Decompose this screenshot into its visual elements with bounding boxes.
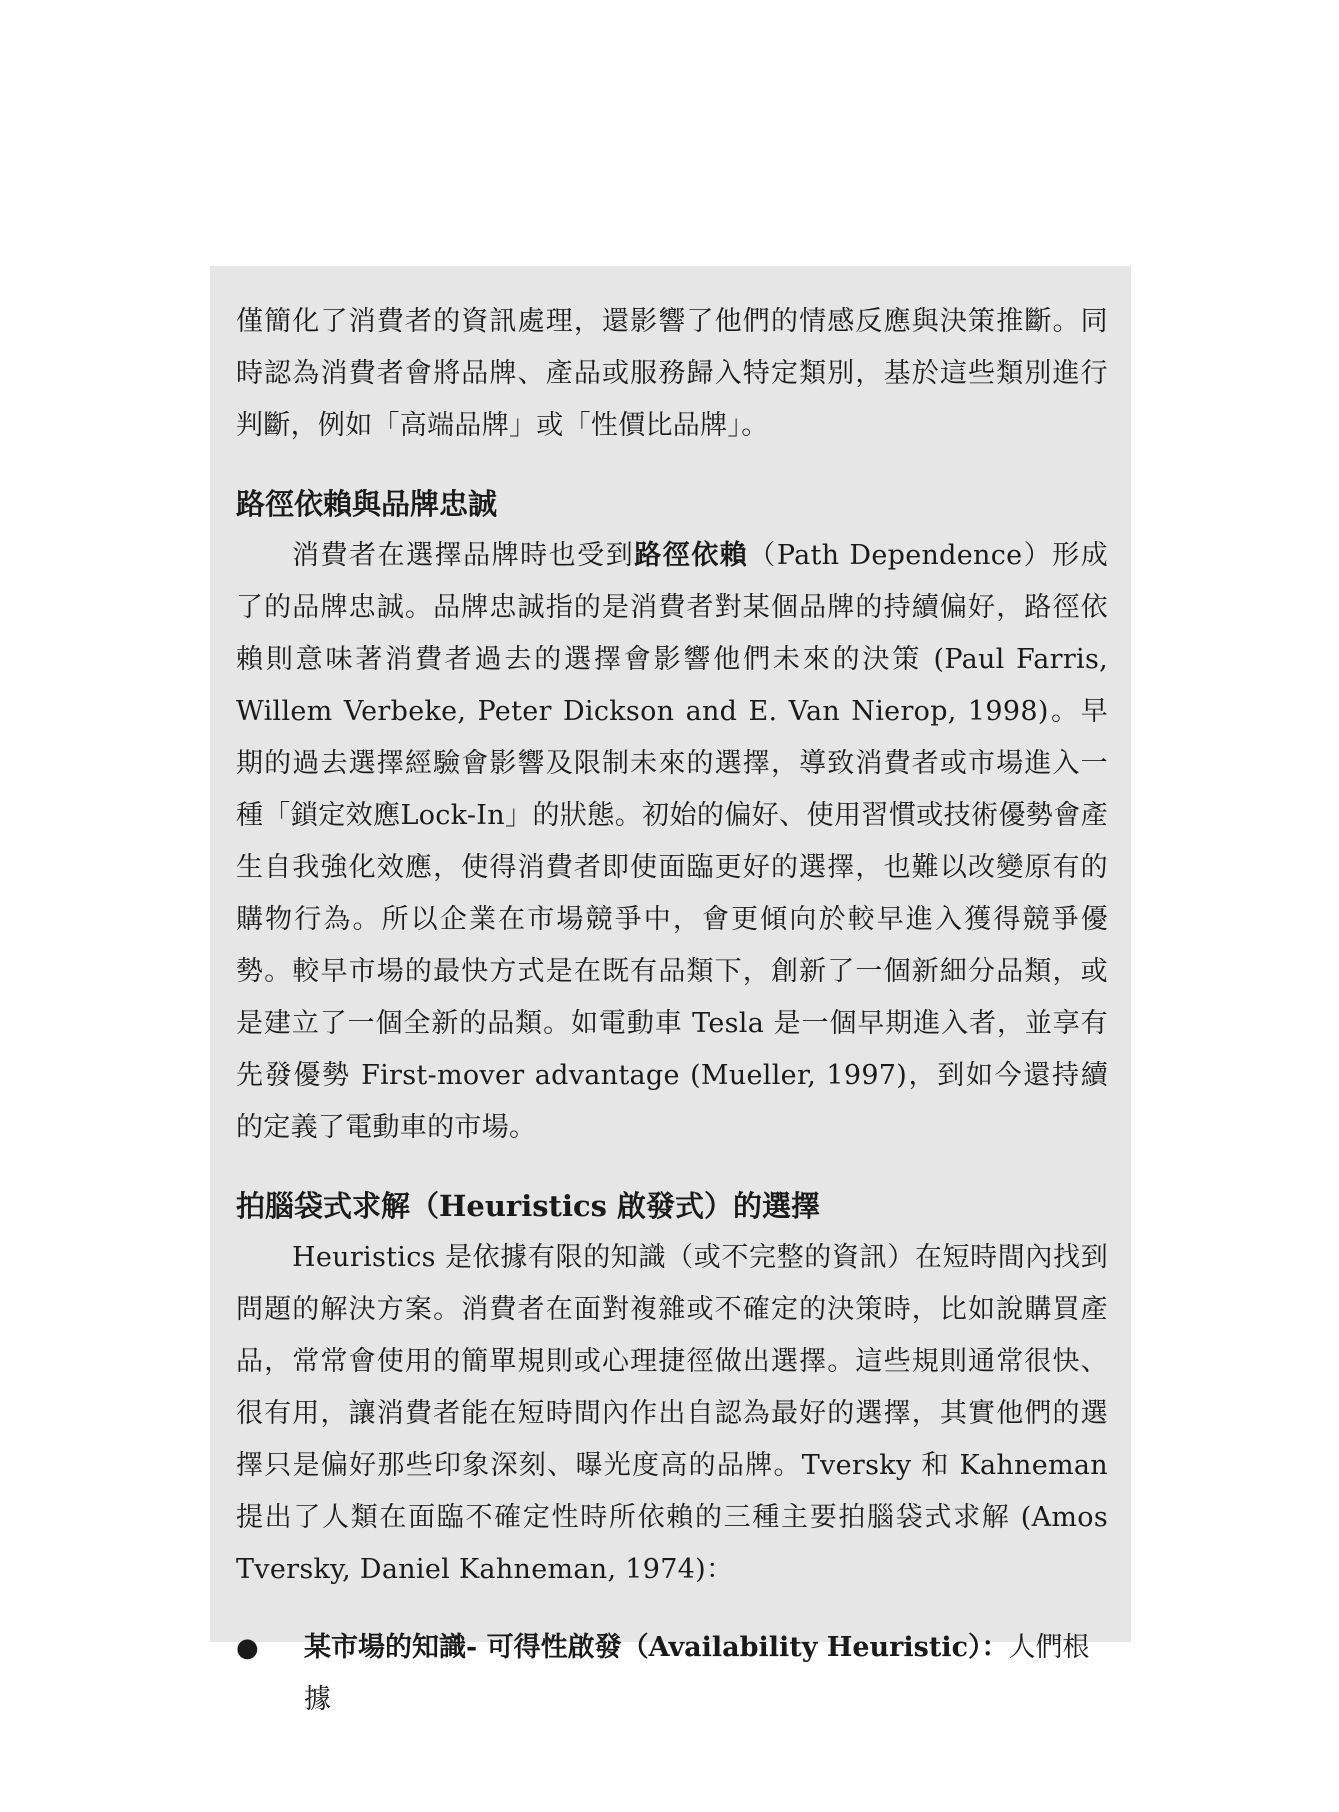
heading-heuristics: 拍腦袋式求解（Heuristics 啟發式）的選擇 bbox=[236, 1189, 821, 1223]
path-dependence-term: 路徑依賴 bbox=[634, 540, 749, 571]
paragraph-intro: 僅簡化了消費者的資訊處理，還影響了他們的情感反應與決策推斷。同時認為消費者會將品牌、產品或服務歸入特定類別，基於這些類別進行判斷，例如「高端品牌」或「性價比品牌」。 bbox=[236, 306, 1108, 441]
document-body bbox=[236, 296, 1108, 1726]
bullet-item-availability bbox=[236, 1622, 1108, 1726]
bullet-bold-text: 某市場的知識- 可得性啟發（Availability Heuristic）： bbox=[304, 1632, 1009, 1663]
heading-path-dependence: 路徑依賴與品牌忠誠 bbox=[236, 487, 498, 521]
bullet-rest-text: 人們根據 bbox=[304, 1632, 1090, 1715]
path-dependence-start: 消費者在選擇品牌時也受到 bbox=[292, 540, 635, 571]
paragraph-path-dependence bbox=[236, 530, 1108, 1154]
paragraph-heuristics: Heuristics 是依據有限的知識（或不完整的資訊）在短時間內找到問題的解決方案。消費者在面對複雜或不確定的決策時，比如說購買產品，常常會使用的簡單規則或心理捷徑做出選擇。這些規則通常很快、很有用，讓消費者能在短時間內作出自認為最好的選擇，其實他們的選擇只是偏好那些印象深刻、曝光度高的品牌。Tversky 和 Kahneman 提出了人類在面臨不確定性時所依賴的三種主要拍腦袋式求解 (Amos Tversky, Daniel Kahneman, 1974)： bbox=[236, 1242, 1108, 1585]
path-dependence-rest: （Path Dependence）形成了的品牌忠誠。品牌忠誠指的是消費者對某個品牌的持續偏好，路徑依賴則意味著消費者過去的選擇會影響他們未來的決策 (Paul Farris, Willem Verbeke, Peter Dickson and E. Van Nierop, 1998)。早期的過去選擇經驗會影響及限制未來的選擇，導致消費者或市場進入一種「鎖定效應Lock-In」的狀態。初始的偏好、使用習慣或技術優勢會產生自我強化效應，使得消費者即使面臨更好的選擇，也難以改變原有的購物行為。所以企業在市場競爭中，會更傾向於較早進入獲得競爭優勢。較早市場的最快方式是在既有品類下，創新了一個新細分品類，或是建立了一個全新的品類。如電動車 Tesla 是一個早期進入者，並享有先發優勢 First-mover advantage (Mueller, 1997)，到如今還持續的定義了電動車的市場。 bbox=[236, 540, 1108, 1143]
bullet-text bbox=[304, 1622, 1108, 1726]
bullet-dot-icon: ● bbox=[236, 1633, 259, 1663]
